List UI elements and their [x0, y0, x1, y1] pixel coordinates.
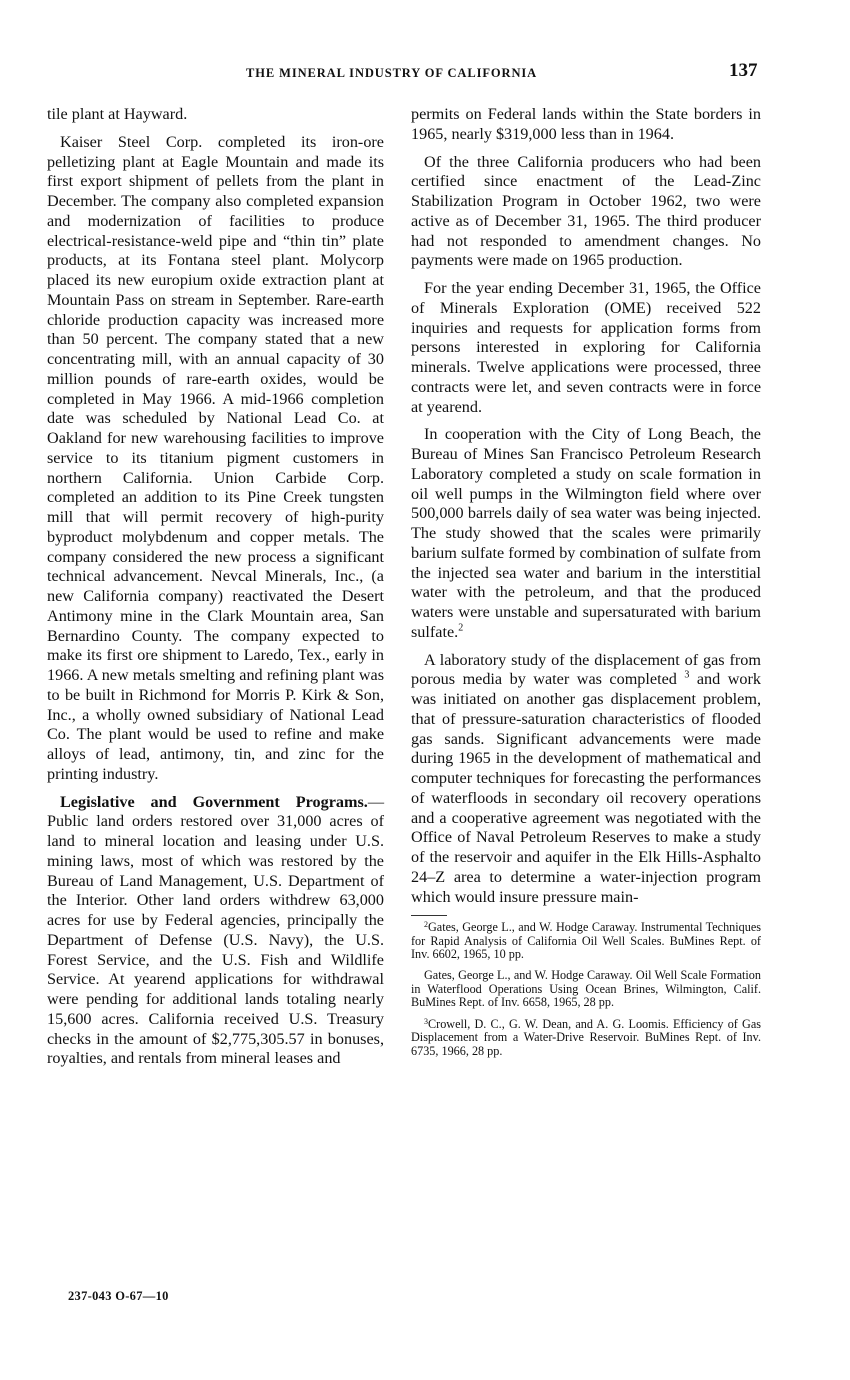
printer-imprint: 237-043 O-67—10 — [68, 1289, 169, 1303]
legislative-body-text: —Public land orders restored over 31,000 acres of land to mineral location and leasing under U.S. mining laws, most of which was restored by the Bureau of Land Management, U.S. Department of the Interior. Other land orders withdrew 63,000 acres for use by Federal agencies, principally the Department of Defense (U.S. Navy), the U.S. Forest Service, and the U.S. Fish and Wildlife Service. At yearend applications for withdrawal were pending for additional lands totaling nearly 15,600 acres. California received U.S. Treasury checks in the amount of $2,775,305.57 in bonuses, royalties, and rentals from mineral leases and — [47, 792, 384, 1068]
footnote-3-text: Crowell, D. C., G. W. Dean, and A. G. Loomis. Efficiency of Gas Displacement from a Water-Drive Reservoir. BuMines Rept. of Inv. 6735, 1966, 28 pp. — [411, 1016, 761, 1058]
paragraph-scale-study — [411, 425, 761, 642]
footnote-3-number: 3 — [424, 1016, 428, 1026]
footnote-2-text: Gates, George L., and W. Hodge Caraway. Instrumental Techniques for Rapid Analysis of California Oil Well Scales. BuMines Rept. of Inv. 6602, 1965, 10 pp. — [411, 920, 761, 962]
paragraph-lead-zinc-program: Of the three California producers who had been certified since enactment of the Lead-Zinc Stabilization Program in October 1962, two were active as of December 31, 1965. The third producer had not responded to amendment changes. No payments were made on 1965 production. — [411, 152, 761, 270]
footnote-ref-2: 2 — [458, 622, 464, 634]
section-heading-legislative: Legislative and Government Programs. — [60, 792, 368, 811]
footnote-2-first — [411, 921, 761, 961]
paragraph-continuation: tile plant at Hayward. — [47, 105, 188, 123]
paragraph-gas-displacement — [411, 651, 761, 908]
left-column — [47, 105, 384, 1077]
running-head — [0, 60, 850, 88]
page-number: 137 — [729, 60, 758, 81]
footnote-3 — [411, 1018, 761, 1058]
scale-study-text: In cooperation with the City of Long Beach, the Bureau of Mines San Francisco Petroleum Research Laboratory completed a study on scale formation in oil well pumps in the Wilmington field where over 500,000 barrels daily of sea water was being injected. The study showed that the scales were primarily barium sulfate formed by combination of sulfate from the injected sea water and barium in the interstitial water with the petroleum, and that the produced waters were unstable and supersaturated with barium sulfate. — [411, 425, 761, 641]
paragraph-kaiser-steel: Kaiser Steel Corp. completed its iron-ore pelletizing plant at Eagle Mountain and made its first export shipment of pellets from the plant in December. The company also completed expansion and modernization of facilities to produce electrical-resistance-weld pipe and “thin tin” plate products, at its Fontana steel plant. Molycorp placed its new europium oxide extraction plant at Mountain Pass on stream in September. Rare-earth chloride production capacity was increased more than 50 percent. The company stated that a new concentrating mill, with an annual capacity of 30 million pounds of rare-earth oxides, would be completed in May 1966. A mid-1966 completion date was scheduled by National Lead Co. at Oakland for new warehousing facilities to improve service to its titanium pigment customers in northern California. Union Carbide Corp. completed an addition to its Pine Creek tungsten mill that will permit recovery of high-purity byproduct molybdenum and copper metals. The company considered the new process a significant technical advancement. Nevcal Minerals, Inc., (a new California company) reactivated the Desert Antimony mine in the Clark Mountain area, San Bernardino County. The company expected to make its first ore shipment to Laredo, Tex., early in 1966. A new metals smelting and refining plant was to be built in Richmond for Morris P. Kirk & Son, Inc., a wholly owned subsidiary of National Lead Co. The plant would be used to refine and make alloys of lead, antimony, tin, and zinc for the printing industry. — [47, 132, 384, 783]
right-column — [411, 105, 761, 1066]
footnote-ref-3: 3 — [684, 669, 690, 681]
paragraph-legislative-programs — [47, 793, 384, 1070]
footnote-2-second: Gates, George L., and W. Hodge Caraway. Oil Well Scale Formation in Waterflood Operations Using Ocean Brines, Wilmington, Calif. BuMines Rept. of Inv. 6658, 1965, 28 pp. — [411, 968, 761, 1010]
footnote-rule — [411, 915, 447, 916]
gas-displacement-text-a: A laboratory study of the displacement of gas from porous media by water was completed — [411, 650, 761, 689]
footnotes — [411, 921, 761, 1058]
gas-displacement-text-b: and work was initiated on another gas displacement problem, that of pressure-saturation characteristics of flooded gas sands. Significant advancements were made during 1965 in the development of mathematical and computer techniques for forecasting the performances of waterfloods in secondary oil recovery operations and a cooperative agreement was negotiated with the Office of Naval Petroleum Reserves to make a study of the reservoir and aquifer in the Elk Hills-Asphalto 24–Z area to determine a water-injection program which would insure pressure main- — [411, 670, 761, 906]
footnote-2-number: 2 — [424, 920, 428, 930]
paragraph-federal-permits: permits on Federal lands within the State borders in 1965, nearly $319,000 less than in 1964. — [411, 105, 761, 143]
paragraph-ome: For the year ending December 31, 1965, the Office of Minerals Exploration (OME) received 522 inquiries and requests for application forms from persons interested in exploring for California minerals. Twelve applications were processed, three contracts were let, and seven contracts were in force at yearend. — [411, 279, 761, 416]
running-title: THE MINERAL INDUSTRY OF CALIFORNIA — [246, 66, 538, 80]
